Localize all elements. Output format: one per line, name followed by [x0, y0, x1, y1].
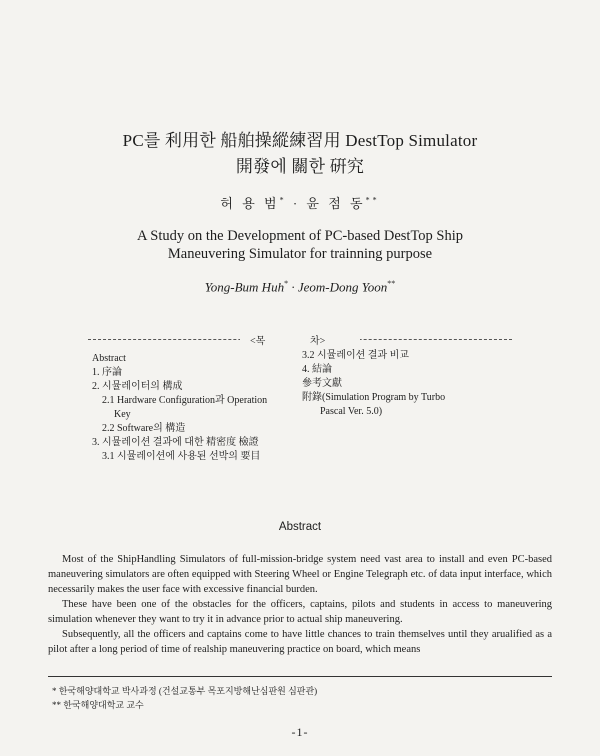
abstract-paragraph: Most of the ShipHandling Simulators of full-mission-bridge system need vast area to install and even PC-based maneuvering simulators are often equipped with Steering Wheel or Engine Telegraph etc. of data input interface, which necessarily makes the user face with excessive financial burden. [48, 554, 552, 595]
author2-korean: 윤 점 동 [306, 196, 366, 211]
toc-item-appendix-cont: Pascal Ver. 5.0) [320, 406, 383, 417]
toc-item-introduction: 1. 序論 [92, 367, 122, 378]
footnote-rule [48, 676, 552, 677]
title-english-line2: Maneuvering Simulator for trainning purpose [167, 246, 433, 262]
toc-item-abstract: Abstract [92, 353, 126, 364]
abstract-paragraph: Subsequently, all the officers and captains come to have little chances to train themselves until they arualified as a pilot after a long period of time of realship maneuvering practice on board, which means [48, 629, 552, 655]
toc-item-simulator-structure: 2. 시뮬레이터의 構成 [92, 381, 183, 392]
author1-korean: 허 용 범 [220, 196, 280, 211]
toc-item-hardware-cont: Key [114, 409, 131, 420]
toc-item-conclusion: 4. 結論 [302, 364, 332, 375]
authors-korean [0, 193, 600, 212]
footnote-1: * 한국해양대학교 박사과정 (건설교통부 목포지방해난심판원 심판관) [52, 686, 318, 696]
toc-item-references: 參考文獻 [302, 378, 342, 389]
abstract-body [48, 552, 552, 657]
toc-item-hardware: 2.1 Hardware Configuration과 Operation [102, 395, 268, 406]
title-korean-line2: 開發에 關한 硏究 [235, 157, 365, 176]
authors-english [0, 279, 600, 295]
author-en-separator: · [288, 279, 298, 295]
title-korean-line1: PC를 利用한 船舶操縱練習用 DestTop Simulator [122, 131, 478, 150]
author2-en-mark: ** [387, 279, 396, 288]
footnote-2: ** 한국해양대학교 교수 [52, 700, 144, 710]
author1-mark: * [279, 195, 287, 205]
toc-item-software: 2.2 Software의 構造 [102, 423, 186, 434]
abstract-heading: Abstract [278, 521, 322, 533]
title-english-line1: A Study on the Development of PC-based DestTop Ship [136, 228, 464, 244]
abstract-paragraph: These have been one of the obstacles for the officers, captains, pilots and students in access to maneuvering simulation whenever they want to try it in advance prior to actual ship maneuvering. [48, 599, 552, 625]
toc-left-column [92, 352, 292, 464]
page-number: -1- [291, 725, 309, 739]
toc-item-appendix: 附錄(Simulation Program by Turbo [302, 392, 446, 403]
toc-label-mok: <목 [250, 336, 266, 347]
toc-right-column [302, 349, 452, 419]
toc-item-result-comparison: 3.2 시뮬레이션 결과 비교 [302, 350, 409, 361]
footnotes [52, 684, 552, 712]
toc-item-accuracy-verification: 3. 시뮬레이션 결과에 대한 精密度 檢證 [92, 437, 259, 448]
toc-header [88, 333, 512, 347]
author2-mark: ** [365, 195, 380, 205]
toc-item-ship-particulars: 3.1 시뮬레이션에 사용된 선박의 要目 [102, 451, 261, 462]
author-separator: · [286, 196, 307, 211]
toc-label [240, 332, 360, 346]
author2-english: Jeom-Dong Yoon [297, 279, 388, 295]
toc-label-cha: 차> [310, 336, 326, 347]
author1-english: Yong-Bum Huh [204, 279, 285, 295]
author1-en-mark: * [284, 279, 289, 288]
